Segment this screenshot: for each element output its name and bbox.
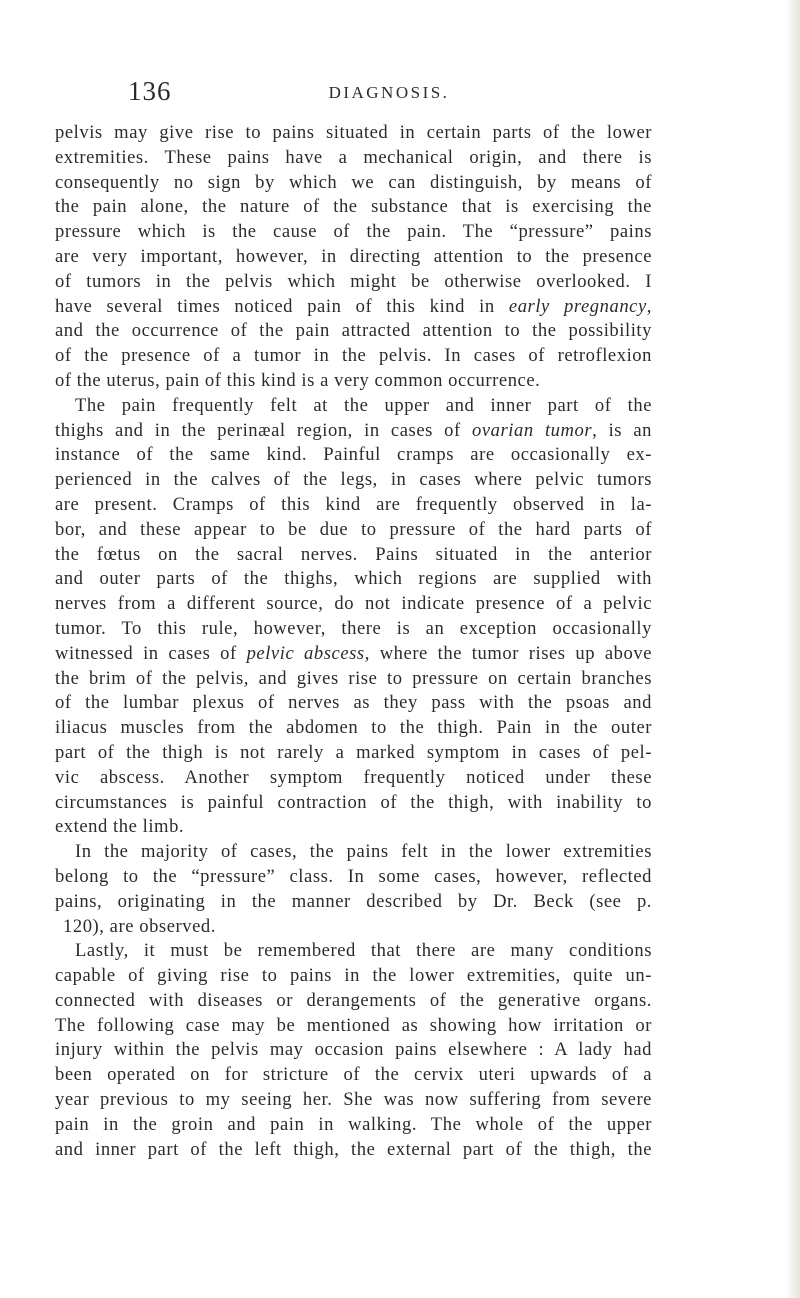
- text-line: vic abscess. Another symptom frequently noticed under these: [55, 766, 652, 788]
- text-line: capable of giving rise to pains in the lower extremities, quite un-: [55, 965, 652, 987]
- text-line: been operated on for stricture of the cervix uteri upwards of a: [55, 1064, 652, 1086]
- italic-term-pelvic-abscess: pelvic abscess: [246, 642, 365, 664]
- text-line: [55, 295, 652, 320]
- text-line-suffix: , is an: [592, 419, 652, 441]
- text-line: [55, 642, 652, 667]
- text-line: The pain frequently felt at the upper and inner part of the: [75, 394, 652, 416]
- text-line: extremities. These pains have a mechanical origin, and there is: [55, 146, 652, 168]
- text-line-prefix: thighs and in the perinæal region, in cases of: [55, 419, 473, 441]
- page-edge-shadow: [786, 0, 800, 1298]
- text-line: and the occurrence of the pain attracted attention to the possibility: [55, 320, 652, 342]
- text-line: part of the thigh is not rarely a marked symptom in cases of pel-: [55, 741, 652, 763]
- text-line: and outer parts of the thighs, which regions are supplied with: [55, 568, 652, 590]
- italic-term-ovarian-tumor: ovarian tumor: [472, 419, 593, 441]
- text-line-prefix: have several times noticed pain of this kind in: [55, 295, 509, 317]
- text-line-prefix: witnessed in cases of: [55, 642, 247, 664]
- text-line: and inner part of the left thigh, the external part of the thigh, the: [55, 1138, 652, 1160]
- text-line: pain in the groin and pain in walking. The whole of the upper: [55, 1113, 652, 1135]
- text-line: consequently no sign by which we can distinguish, by means of: [55, 171, 652, 193]
- text-line: Lastly, it must be remembered that there are many conditions: [75, 940, 652, 962]
- text-line: are present. Cramps of this kind are frequently observed in la-: [55, 493, 652, 515]
- text-line: perienced in the calves of the legs, in cases where pelvic tumors: [55, 469, 652, 491]
- text-line: the fœtus on the sacral nerves. Pains situated in the anterior: [55, 543, 652, 565]
- text-line: of the presence of a tumor in the pelvis. In cases of retroflexion: [55, 345, 652, 367]
- text-line: injury within the pelvis may occasion pains elsewhere : A lady had: [55, 1039, 652, 1061]
- body-text: [55, 121, 652, 1162]
- text-line: pains, originating in the manner described by Dr. Beck (see p.: [55, 890, 652, 912]
- text-line: connected with diseases or derangements of the generative organs.: [55, 989, 652, 1011]
- text-line: tumor. To this rule, however, there is an exception occasionally: [55, 617, 652, 639]
- text-line: year previous to my seeing her. She was now suffering from severe: [55, 1089, 652, 1111]
- text-line-suffix: ,: [646, 295, 652, 317]
- text-line: of tumors in the pelvis which might be otherwise overlooked. I: [55, 270, 652, 292]
- text-line: are very important, however, in directing attention to the presence: [55, 245, 652, 267]
- text-line: bor, and these appear to be due to pressure of the hard parts of: [55, 518, 652, 540]
- text-line: the brim of the pelvis, and gives rise to pressure on certain branches: [55, 667, 652, 689]
- text-line: [55, 419, 652, 444]
- text-line: the pain alone, the nature of the substance that is exercising the: [55, 196, 652, 218]
- text-line: belong to the “pressure” class. In some cases, however, reflected: [55, 865, 652, 887]
- text-line: of the lumbar plexus of nerves as they pass with the psoas and: [55, 692, 652, 714]
- running-title: DIAGNOSIS.: [328, 83, 450, 102]
- text-line: The following case may be mentioned as showing how irritation or: [55, 1014, 652, 1036]
- text-line: In the majority of cases, the pains felt in the lower extremities: [75, 841, 652, 863]
- text-line: pressure which is the cause of the pain. The “pressure” pains: [55, 221, 652, 243]
- running-head: [128, 76, 650, 112]
- italic-term-early-pregnancy: early pregnancy: [508, 295, 647, 317]
- text-line-suffix: , where the tumor rises up above: [364, 642, 652, 664]
- text-line: 120), are observed.: [63, 915, 216, 937]
- text-line: of the uterus, pain of this kind is a very common occurrence.: [55, 369, 541, 391]
- text-line: extend the limb.: [55, 816, 185, 838]
- text-line: instance of the same kind. Painful cramps are occasionally ex-: [55, 444, 652, 466]
- text-line: circumstances is painful contraction of the thigh, with inability to: [55, 791, 652, 813]
- text-line: iliacus muscles from the abdomen to the thigh. Pain in the outer: [55, 717, 652, 739]
- text-line: pelvis may give rise to pains situated in certain parts of the lower: [55, 122, 652, 143]
- text-line: nerves from a different source, do not indicate presence of a pelvic: [55, 593, 652, 615]
- page-number: 136: [128, 76, 172, 106]
